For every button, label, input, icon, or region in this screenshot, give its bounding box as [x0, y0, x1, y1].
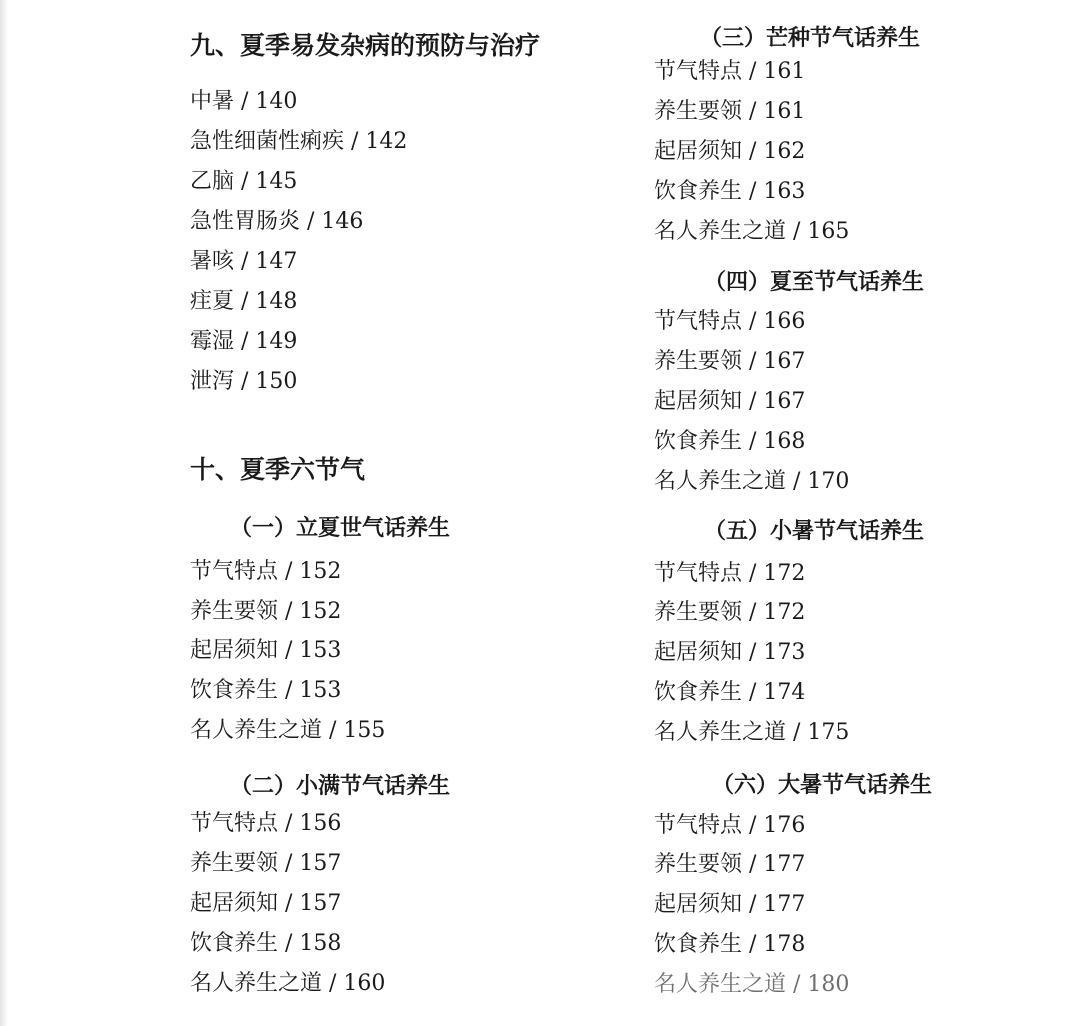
toc-entry: 名人养生之道 / 180 [654, 972, 850, 997]
toc-entry: 起居须知 / 162 [654, 139, 806, 164]
section-3-title: （三）芒种节气话养生 [700, 25, 921, 51]
toc-entry: 急性细菌性痢疾 / 142 [190, 129, 408, 154]
toc-entry: 名人养生之道 / 160 [190, 971, 386, 996]
toc-entry: 饮食养生 / 163 [654, 179, 806, 204]
toc-entry: 霉湿 / 149 [190, 329, 298, 354]
toc-entry: 养生要领 / 157 [190, 851, 342, 876]
section-6-title: （六）大暑节气话养生 [712, 772, 933, 798]
toc-entry: 养生要领 / 161 [654, 99, 806, 124]
toc-entry: 起居须知 / 157 [190, 891, 342, 916]
section-4-title: （四）夏至节气话养生 [704, 269, 925, 295]
toc-entry: 中暑 / 140 [190, 89, 298, 114]
toc-entry: 起居须知 / 173 [654, 640, 806, 665]
toc-entry: 饮食养生 / 153 [190, 678, 342, 703]
chapter-10-title: 十、夏季六节气 [190, 455, 366, 484]
toc-entry: 名人养生之道 / 165 [654, 219, 850, 244]
toc-entry: 疰夏 / 148 [190, 289, 298, 314]
page-edge-shadow [0, 0, 8, 1026]
toc-entry: 暑咳 / 147 [190, 249, 298, 274]
chapter-9-title: 九、夏季易发杂病的预防与治疗 [190, 31, 541, 60]
toc-entry: 乙脑 / 145 [190, 169, 298, 194]
toc-entry: 名人养生之道 / 175 [654, 720, 850, 745]
section-2-title: （二）小满节气话养生 [230, 773, 451, 799]
toc-entry: 起居须知 / 177 [654, 892, 806, 917]
toc-entry: 养生要领 / 167 [654, 349, 806, 374]
section-5-title: （五）小暑节气话养生 [704, 518, 925, 544]
toc-entry: 饮食养生 / 158 [190, 931, 342, 956]
toc-entry: 节气特点 / 172 [654, 561, 806, 586]
toc-entry: 节气特点 / 161 [654, 59, 806, 84]
toc-entry: 起居须知 / 167 [654, 389, 806, 414]
toc-entry: 节气特点 / 156 [190, 811, 342, 836]
toc-entry: 名人养生之道 / 170 [654, 469, 850, 494]
toc-entry: 节气特点 / 176 [654, 813, 806, 838]
toc-entry: 泄泻 / 150 [190, 369, 298, 394]
toc-entry: 养生要领 / 152 [190, 599, 342, 624]
toc-entry: 起居须知 / 153 [190, 638, 342, 663]
toc-entry: 节气特点 / 152 [190, 559, 342, 584]
toc-entry: 饮食养生 / 178 [654, 932, 806, 957]
toc-entry: 养生要领 / 177 [654, 852, 806, 877]
toc-entry: 饮食养生 / 168 [654, 429, 806, 454]
toc-entry: 名人养生之道 / 155 [190, 718, 386, 743]
section-1-title: （一）立夏世气话养生 [230, 515, 451, 541]
toc-entry: 养生要领 / 172 [654, 600, 806, 625]
toc-entry: 饮食养生 / 174 [654, 680, 806, 705]
toc-entry: 节气特点 / 166 [654, 309, 806, 334]
toc-entry: 急性胃肠炎 / 146 [190, 209, 364, 234]
